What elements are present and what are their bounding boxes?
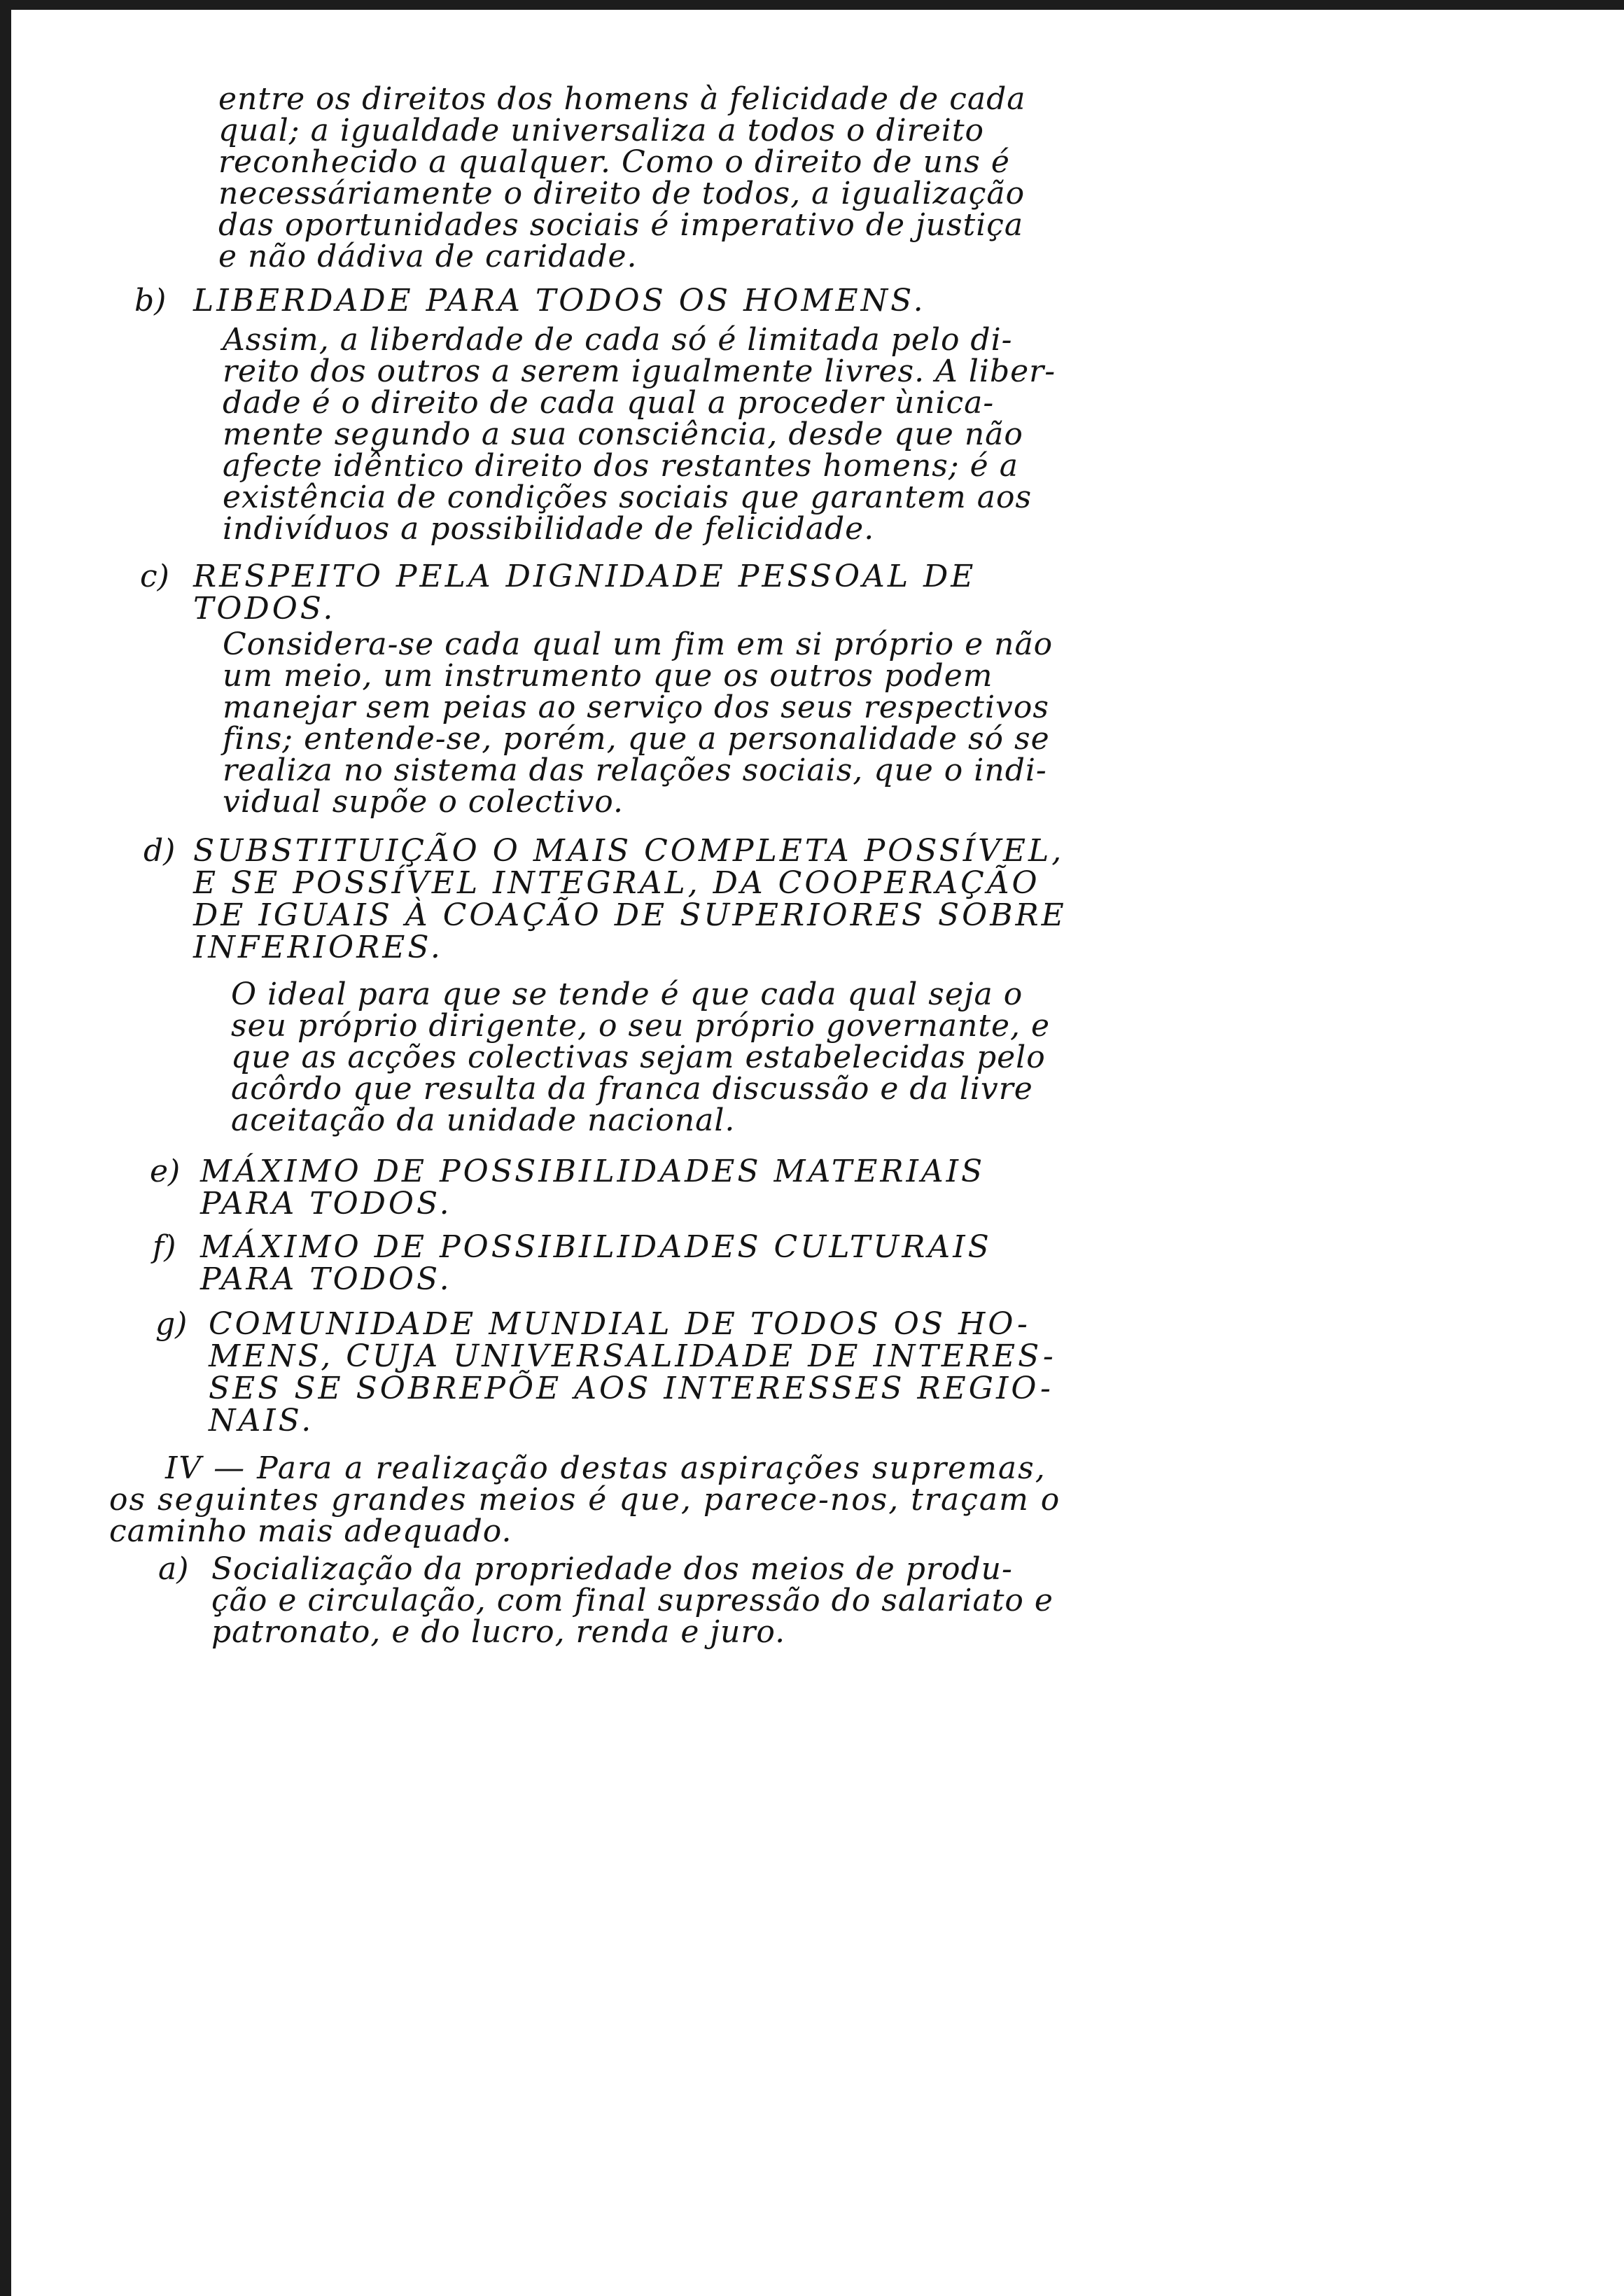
text-line: Socialização da propriedade dos meios de produ-: [211, 1551, 1013, 1587]
text-line: os seguintes grandes meios é que, parece-nos, traçam o: [109, 1482, 1061, 1518]
item-heading: MÁXIMO DE POSSIBILIDADES MATERIAIS: [200, 1154, 986, 1189]
text-line: acôrdo que resulta da franca discussão e da livre: [231, 1071, 1033, 1107]
text-line: patronato, e do lucro, renda e juro.: [211, 1614, 786, 1650]
item-marker: b): [134, 283, 167, 318]
item-marker: a): [158, 1551, 189, 1587]
scan-edge-left: [0, 0, 11, 2296]
text-line: reconhecido a qualquer. Como o direito de uns é: [218, 144, 1010, 180]
item-heading: MENS, CUJA UNIVERSALIDADE DE INTERES-: [209, 1338, 1056, 1374]
item-heading: NAIS.: [209, 1403, 314, 1438]
item-heading: TODOS.: [193, 591, 336, 626]
text-line: Considera-se cada qual um fim em si próprio e não: [223, 626, 1054, 662]
text-line: indivíduos a possibilidade de felicidade.: [223, 511, 875, 547]
item-heading: SES SE SOBREPÕE AOS INTERESSES REGIO-: [209, 1371, 1054, 1406]
text-line: qual; a igualdade universaliza a todos o direito: [218, 113, 984, 148]
text-line: existência de condições sociais que garantem aos: [223, 479, 1032, 515]
item-marker: e): [150, 1154, 181, 1189]
item-heading: INFERIORES.: [193, 930, 443, 965]
text-line: ção e circulação, com final supressão do salariato e: [211, 1583, 1054, 1618]
item-marker: g): [155, 1306, 188, 1342]
text-line: reito dos outros a serem igualmente livres. A liber-: [223, 354, 1056, 389]
text-line: das oportunidades sociais é imperativo de justiça: [218, 207, 1024, 243]
item-heading: E SE POSSÍVEL INTEGRAL, DA COOPERAÇÃO: [193, 865, 1040, 901]
text-line: dade é o direito de cada qual a proceder ùnica-: [223, 385, 995, 421]
text-line: mente segundo a sua consciência, desde que não: [223, 416, 1023, 452]
text-line: IV — Para a realização destas aspirações supremas,: [165, 1450, 1046, 1486]
item-heading: RESPEITO PELA DIGNIDADE PESSOAL DE: [193, 559, 976, 594]
item-heading: PARA TODOS.: [200, 1261, 452, 1297]
text-line: aceitação da unidade nacional.: [231, 1102, 736, 1138]
item-marker: c): [140, 559, 169, 594]
text-line: seu próprio dirigente, o seu próprio governante, e: [231, 1008, 1051, 1044]
text-line: manejar sem peias ao serviço dos seus respectivos: [223, 690, 1049, 725]
item-heading: COMUNIDADE MUNDIAL DE TODOS OS HO-: [209, 1306, 1030, 1342]
text-line: vidual supõe o colectivo.: [223, 784, 624, 820]
item-heading: SUBSTITUIÇÃO O MAIS COMPLETA POSSÍVEL,: [193, 833, 1065, 869]
item-heading: DE IGUAIS À COAÇÃO DE SUPERIORES SOBRE: [193, 897, 1067, 933]
item-heading: PARA TODOS.: [200, 1186, 452, 1222]
item-heading: LIBERDADE PARA TODOS OS HOMENS.: [193, 283, 926, 318]
item-heading: MÁXIMO DE POSSIBILIDADES CULTURAIS: [200, 1229, 992, 1265]
text-line: que as acções colectivas sejam estabelecidas pelo: [231, 1040, 1046, 1075]
item-marker: f): [153, 1229, 176, 1265]
item-marker: d): [144, 833, 176, 869]
text-line: Assim, a liberdade de cada só é limitada pelo di-: [223, 322, 1013, 358]
text-line: necessáriamente o direito de todos, a igualização: [218, 176, 1026, 211]
text-line: caminho mais adequado.: [109, 1513, 512, 1549]
text-line: realiza no sistema das relações sociais, que o indi-: [223, 752, 1047, 788]
text-line: afecte idêntico direito dos restantes homens; é a: [223, 448, 1018, 484]
text-line: fins; entende-se, porém, que a personalidade só se: [223, 721, 1050, 757]
text-line: entre os direitos dos homens à felicidade de cada: [218, 81, 1026, 117]
text-line: e não dádiva de caridade.: [218, 239, 638, 274]
text-line: O ideal para que se tende é que cada qual seja o: [231, 976, 1023, 1012]
scan-edge-top: [0, 0, 1624, 10]
text-line: um meio, um instrumento que os outros podem: [223, 658, 993, 694]
